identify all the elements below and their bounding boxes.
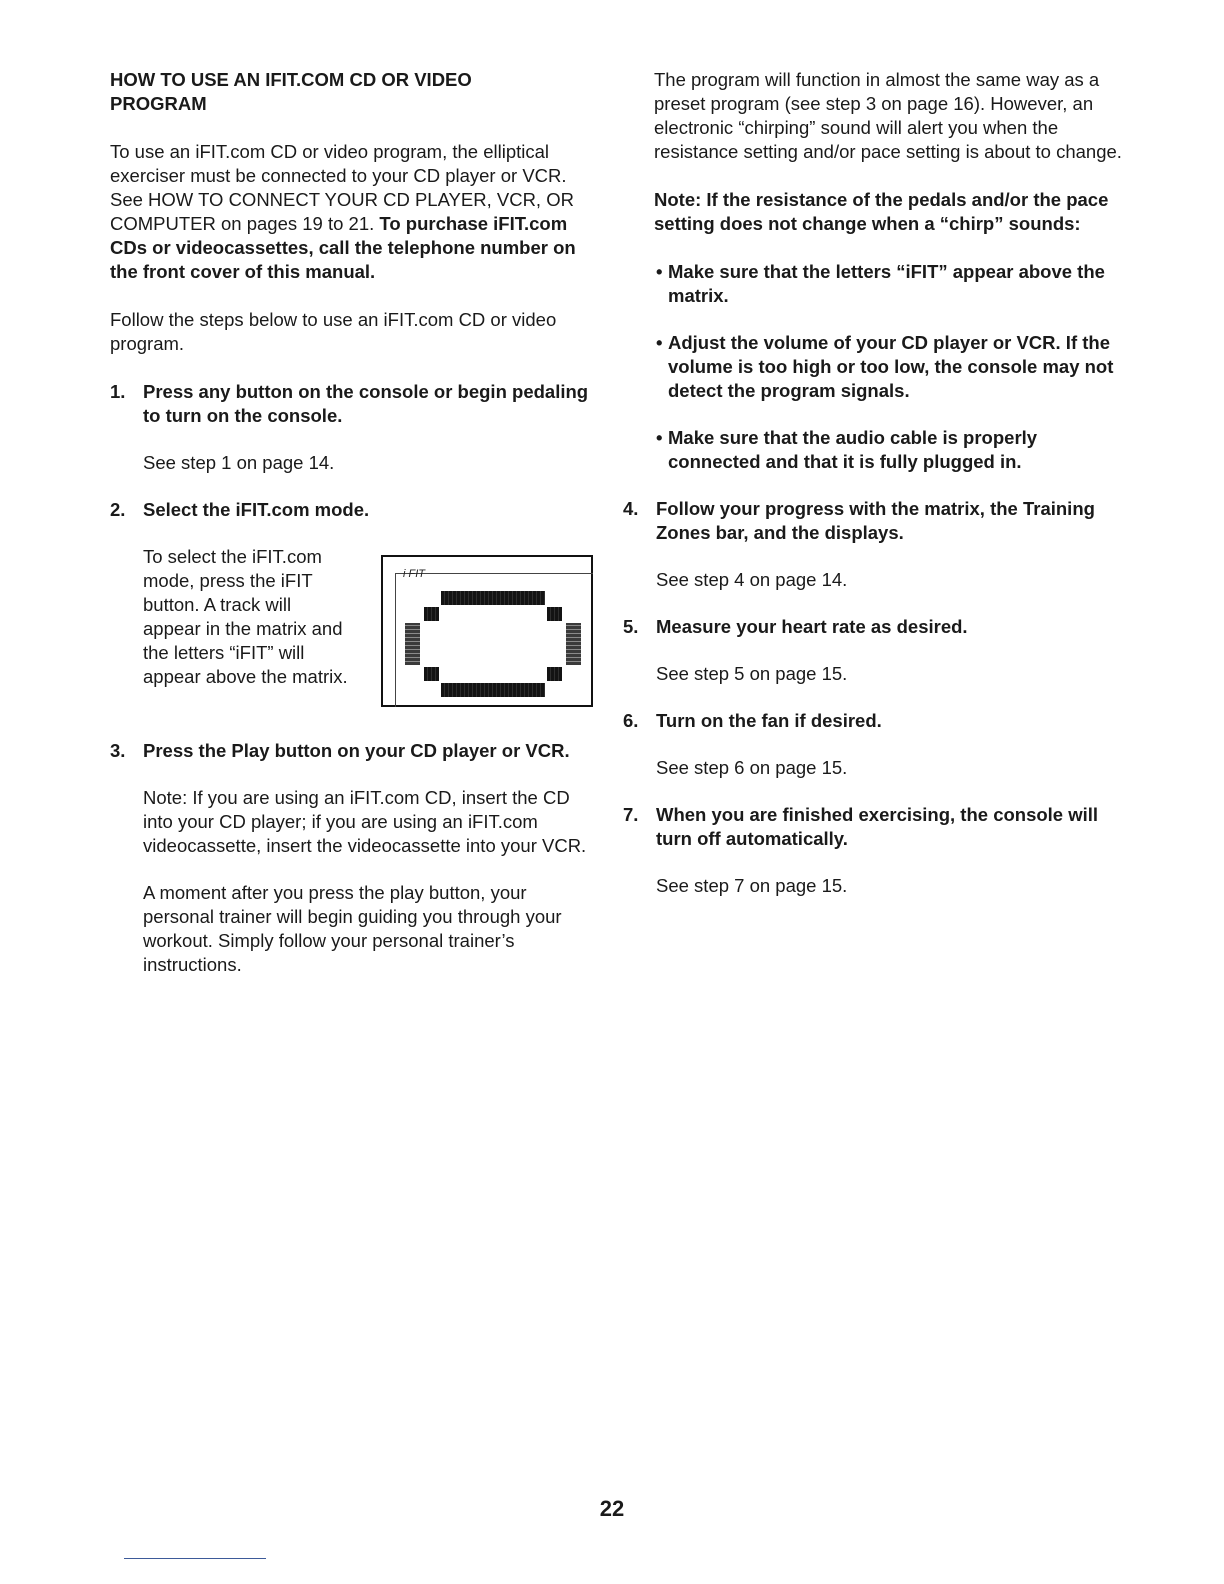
step-title: Measure your heart rate as desired.	[656, 616, 968, 637]
step-title: Press any button on the console or begin pedaling to turn on the console.	[143, 381, 589, 426]
page-number: 22	[599, 1496, 625, 1521]
step-number: 1.	[110, 381, 126, 402]
step-title: Press the Play button on your CD player or VCR.	[143, 740, 570, 761]
program-function-paragraph: The program will function in almost the same way as a preset program (see step 3 on page 16). However, an electronic “chirping” sound will alert you when the resistance setting and/or pace setting is about to change.	[654, 69, 1122, 162]
right-column	[623, 68, 1124, 921]
footer-rule	[124, 1558, 266, 1559]
follow-paragraph: Follow the steps below to use an iFIT.com CD or video program.	[110, 309, 557, 354]
step-body: Note: If you are using an iFIT.com CD, insert the CD into your CD player; if you are using an iFIT.com videocassette, insert the videocassette into your VCR.	[143, 787, 587, 856]
step-body: See step 4 on page 14.	[656, 569, 848, 590]
intro-paragraph	[110, 140, 600, 284]
step-7	[623, 803, 1124, 898]
left-column	[110, 68, 600, 1000]
matrix-display-illustration	[381, 555, 593, 707]
step-1	[110, 380, 600, 475]
step-number: 2.	[110, 499, 126, 520]
step-number: 6.	[623, 710, 639, 731]
section-heading: HOW TO USE AN IFIT.COM CD OR VIDEO PROGRAM	[110, 69, 472, 114]
step-title: Follow your progress with the matrix, the Training Zones bar, and the displays.	[656, 498, 1095, 543]
track-left-segment	[405, 623, 420, 665]
bullet-icon: •	[656, 427, 663, 448]
step-number: 3.	[110, 740, 126, 761]
step-number: 5.	[623, 616, 639, 637]
step-6	[623, 709, 1124, 780]
chirp-note: Note: If the resistance of the pedals and/or the pace setting does not change when a “chirp” sounds:	[654, 189, 1109, 234]
step-body: See step 7 on page 15.	[656, 875, 848, 896]
bullet-text: Make sure that the audio cable is properly connected and that it is fully plugged in.	[668, 427, 1038, 472]
step-body: See step 5 on page 15.	[656, 663, 848, 684]
bullet-text: Adjust the volume of your CD player or VCR. If the volume is too high or too low, the console may not detect the program signals.	[668, 332, 1114, 401]
track-top-right-corner	[547, 607, 562, 621]
step-title: Turn on the fan if desired.	[656, 710, 882, 731]
step-4	[623, 497, 1124, 592]
step-title: Select the iFIT.com mode.	[143, 499, 370, 520]
bullet-item	[654, 331, 1124, 403]
step-title: When you are finished exercising, the console will turn off automatically.	[656, 804, 1099, 849]
bullet-icon: •	[656, 261, 663, 282]
track-bottom-segment	[441, 683, 545, 697]
step-body: See step 6 on page 15.	[656, 757, 848, 778]
track-bottom-left-corner	[424, 667, 439, 681]
bullet-item	[654, 426, 1124, 474]
step-2	[110, 498, 600, 721]
purchase-note: To purchase iFIT.com CDs or videocassettes, call the telephone number on the front cover of this manual.	[110, 213, 576, 282]
track-top-left-corner	[424, 607, 439, 621]
track-right-segment	[566, 623, 581, 665]
step-number: 7.	[623, 804, 639, 825]
bullet-text: Make sure that the letters “iFIT” appear above the matrix.	[668, 261, 1105, 306]
ifit-matrix-label: i FIT	[403, 568, 425, 580]
step-2-figure-row	[143, 545, 600, 721]
step-number: 4.	[623, 498, 639, 519]
bullet-item	[654, 260, 1124, 308]
step-body-2: A moment after you press the play button, your personal trainer will begin guiding you through your workout. Simply follow your personal trainer’s instructions.	[143, 882, 562, 975]
track-bottom-right-corner	[547, 667, 562, 681]
step-3	[110, 739, 600, 977]
step-body: To select the iFIT.com mode, press the iFIT button. A track will appear in the matrix and the letters “iFIT” will appear above the matrix.	[143, 546, 348, 687]
step-5	[623, 615, 1124, 686]
bullet-icon: •	[656, 332, 663, 353]
track-top-segment	[441, 591, 545, 605]
step-body: See step 1 on page 14.	[143, 452, 335, 473]
intro-text: To use an iFIT.com CD or video program, the elliptical exerciser must be connected to your CD player or VCR. See HOW TO CONNECT YOUR CD PLAYER, VCR, OR COMPUTER on pages 19 to 21.	[110, 141, 574, 234]
